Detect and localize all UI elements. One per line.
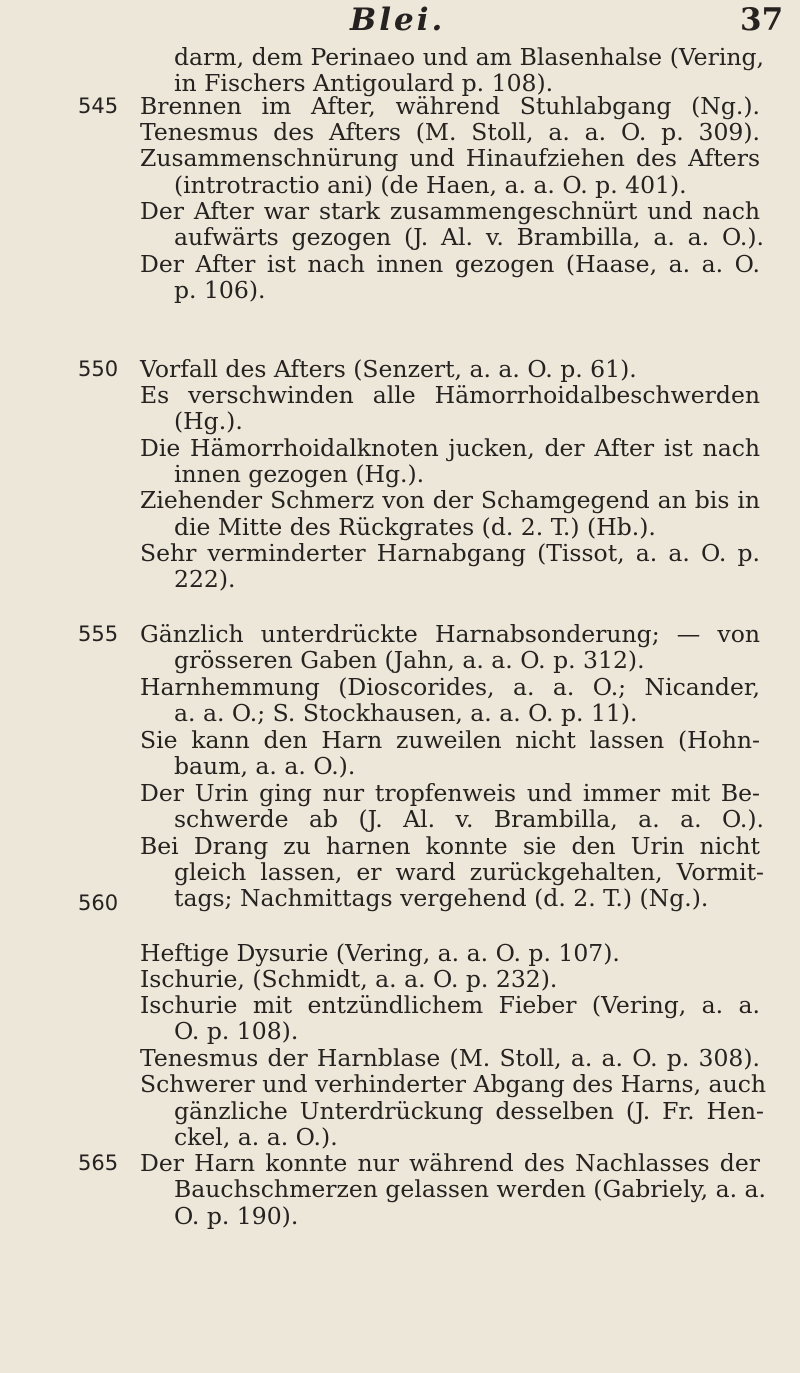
line-number: 560 (78, 891, 119, 915)
text-line: die Mitte des Rückgrates (d. 2. T.) (Hb.). (174, 513, 656, 541)
text-line: Der Harn konnte nur während des Nachlasses der (140, 1149, 760, 1177)
line-number: 550 (78, 357, 119, 381)
text-line: O. p. 190). (174, 1202, 299, 1230)
text-line: Heftige Dysurie (Vering, a. a. O. p. 107). (140, 939, 620, 967)
running-title: Blei. (350, 2, 446, 38)
text-line: darm, dem Perinaeo und am Blasenhalse (Vering, (174, 43, 764, 71)
page-header (0, 2, 800, 40)
text-line: Sie kann den Harn zuweilen nicht lassen (Hohn- (140, 726, 760, 754)
text-line: schwerde ab (J. Al. v. Brambilla, a. a. O.). (174, 805, 764, 833)
text-line: Ischurie mit entzündlichem Fieber (Vering, a. a. (140, 991, 760, 1019)
text-line: Bei Drang zu harnen konnte sie den Urin nicht (140, 832, 760, 860)
text-line: 222). (174, 565, 236, 593)
text-line: Sehr verminderter Harnabgang (Tissot, a. a. O. p. (140, 539, 760, 567)
line-number: 545 (78, 94, 119, 118)
page-number: 37 (740, 2, 784, 38)
text-line: O. p. 108). (174, 1017, 299, 1045)
text-line: gleich lassen, er ward zurückgehalten, Vormit- (174, 858, 764, 886)
text-line: Der Urin ging nur tropfenweis und immer mit Be- (140, 779, 760, 807)
text-line: Der After ist nach innen gezogen (Haase, a. a. O. (140, 250, 760, 278)
text-line: Brennen im After, während Stuhlabgang (Ng.). (140, 92, 760, 120)
text-line: a. a. O.; S. Stockhausen, a. a. O. p. 11). (174, 699, 638, 727)
text-line: Ischurie, (Schmidt, a. a. O. p. 232). (140, 965, 558, 993)
text-line: grösseren Gaben (Jahn, a. a. O. p. 312). (174, 646, 645, 674)
text-line: baum, a. a. O.). (174, 752, 356, 780)
text-line: Die Hämorrhoidalknoten jucken, der After ist nach (140, 434, 760, 462)
text-line: tags; Nachmittags vergehend (d. 2. T.) (Ng.). (174, 884, 709, 912)
text-line: Es verschwinden alle Hämorrhoidalbeschwerden (140, 381, 760, 409)
text-line: gänzliche Unterdrückung desselben (J. Fr. Hen- (174, 1097, 764, 1125)
text-line: Zusammenschnürung und Hinaufziehen des Afters (140, 144, 760, 172)
text-line: Harnhemmung (Dioscorides, a. a. O.; Nicander, (140, 673, 760, 701)
text-line: p. 106). (174, 276, 266, 304)
text-line: Schwerer und verhinderter Abgang des Harns, auch (140, 1070, 766, 1098)
text-line: in Fischers Antigoulard p. 108). (174, 69, 554, 97)
text-line: Der After war stark zusammengeschnürt und nach (140, 197, 760, 225)
text-line: ckel, a. a. O.). (174, 1123, 338, 1151)
text-line: aufwärts gezogen (J. Al. v. Brambilla, a. a. O.). (174, 223, 764, 251)
text-line: Gänzlich unterdrückte Harnabsonderung; — von (140, 620, 760, 648)
text-line: Vorfall des Afters (Senzert, a. a. O. p. 61). (140, 355, 637, 383)
line-number: 555 (78, 622, 119, 646)
text-line: innen gezogen (Hg.). (174, 460, 425, 488)
text-line: Bauchschmerzen gelassen werden (Gabriely, a. a. (174, 1175, 766, 1203)
line-number: 565 (78, 1151, 119, 1175)
text-line: Tenesmus der Harnblase (M. Stoll, a. a. O. p. 308). (140, 1044, 760, 1072)
text-line: (Hg.). (174, 407, 243, 435)
text-line: Tenesmus des Afters (M. Stoll, a. a. O. p. 309). (140, 118, 760, 146)
text-line: (introtractio ani) (de Haen, a. a. O. p. 401). (174, 171, 687, 199)
text-line: Ziehender Schmerz von der Schamgegend an bis in (140, 486, 760, 514)
